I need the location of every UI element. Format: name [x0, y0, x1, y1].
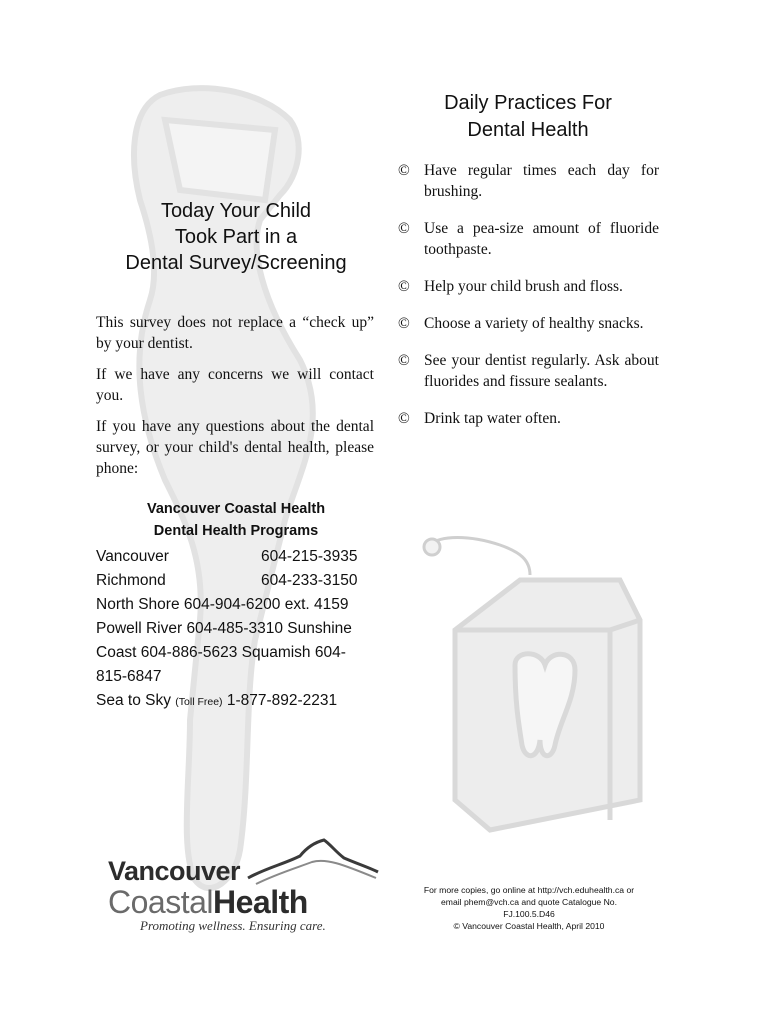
copyright-bullet-icon: ©: [398, 220, 410, 237]
logo-tagline: Promoting wellness. Ensuring care.: [140, 918, 326, 933]
footer-note: [398, 884, 660, 932]
floss-box-icon: [424, 538, 640, 831]
left-title-line: Took Part in a: [174, 226, 298, 248]
contact-phone: 604-233-3150: [261, 572, 358, 589]
vch-logo: [108, 838, 380, 936]
list-item: © Choose a variety of healthy snacks.: [398, 315, 644, 332]
contact-list: [96, 545, 374, 714]
contact-line: Powell River 604-485-3310 Sunshine: [96, 620, 352, 637]
footer-line: email phem@vch.ca and quote Catalogue No.: [441, 897, 617, 907]
list-item: © Use a pea-size amount of fluoride toothpaste.: [398, 220, 659, 258]
logo-line-2: CoastalHealth: [108, 884, 308, 920]
list-item: © See your dentist regularly. Ask about fluorides and fissure sealants.: [398, 352, 659, 390]
list-item: © Drink tap water often.: [398, 410, 561, 427]
list-item: © Help your child brush and floss.: [398, 278, 623, 295]
intro-paragraph: If we have any concerns we will contact you.: [96, 366, 374, 404]
org-heading: [96, 498, 376, 542]
contact-name: Sea to Sky: [96, 692, 171, 709]
org-name: Vancouver Coastal Health: [146, 501, 326, 517]
right-title-line: Daily Practices For: [444, 92, 612, 114]
contact-row-vancouver: [96, 545, 374, 569]
contact-name: Richmond: [96, 572, 166, 589]
intro-paragraph: If you have any questions about the dental survey, or your child's dental health, please phone:: [96, 418, 374, 477]
footer-line: © Vancouver Coastal Health, April 2010: [453, 921, 605, 931]
intro-text: [96, 312, 374, 489]
toll-free-note: (Toll Free): [175, 696, 223, 708]
right-title: [400, 90, 656, 144]
list-item: © Have regular times each day for brushing.: [398, 162, 659, 200]
copyright-bullet-icon: ©: [398, 410, 410, 427]
intro-paragraph: This survey does not replace a “check up” by your dentist.: [96, 314, 374, 352]
mountain-logo-icon: [246, 838, 380, 890]
left-title: [96, 198, 376, 276]
contact-row-richmond: [96, 569, 374, 593]
contact-line: 815-6847: [96, 668, 162, 685]
contact-phone: 1-877-892-2231: [226, 692, 338, 709]
left-title-line: Today Your Child: [160, 200, 312, 222]
footer-line: FJ.100.5.D46: [503, 909, 555, 919]
copyright-bullet-icon: ©: [398, 315, 410, 332]
contact-line: North Shore 604-904-6200 ext. 4159: [96, 596, 349, 613]
copyright-bullet-icon: ©: [398, 278, 410, 295]
contact-phone: 604-215-3935: [261, 548, 358, 565]
left-title-line: Dental Survey/Screening: [125, 252, 347, 274]
right-title-line: Dental Health: [467, 119, 589, 141]
copyright-bullet-icon: ©: [398, 162, 410, 179]
contact-row-sea-to-sky: [96, 689, 374, 714]
footer-line: For more copies, go online at http://vch.eduhealth.ca or: [423, 885, 635, 895]
contact-line: Coast 604-886-5623 Squamish 604-: [96, 644, 346, 661]
org-program: Dental Health Programs: [153, 523, 319, 539]
logo-line-1: Vancouver: [108, 856, 241, 886]
practices-list: [398, 160, 659, 445]
copyright-bullet-icon: ©: [398, 352, 410, 369]
contact-name: Vancouver: [96, 548, 169, 565]
